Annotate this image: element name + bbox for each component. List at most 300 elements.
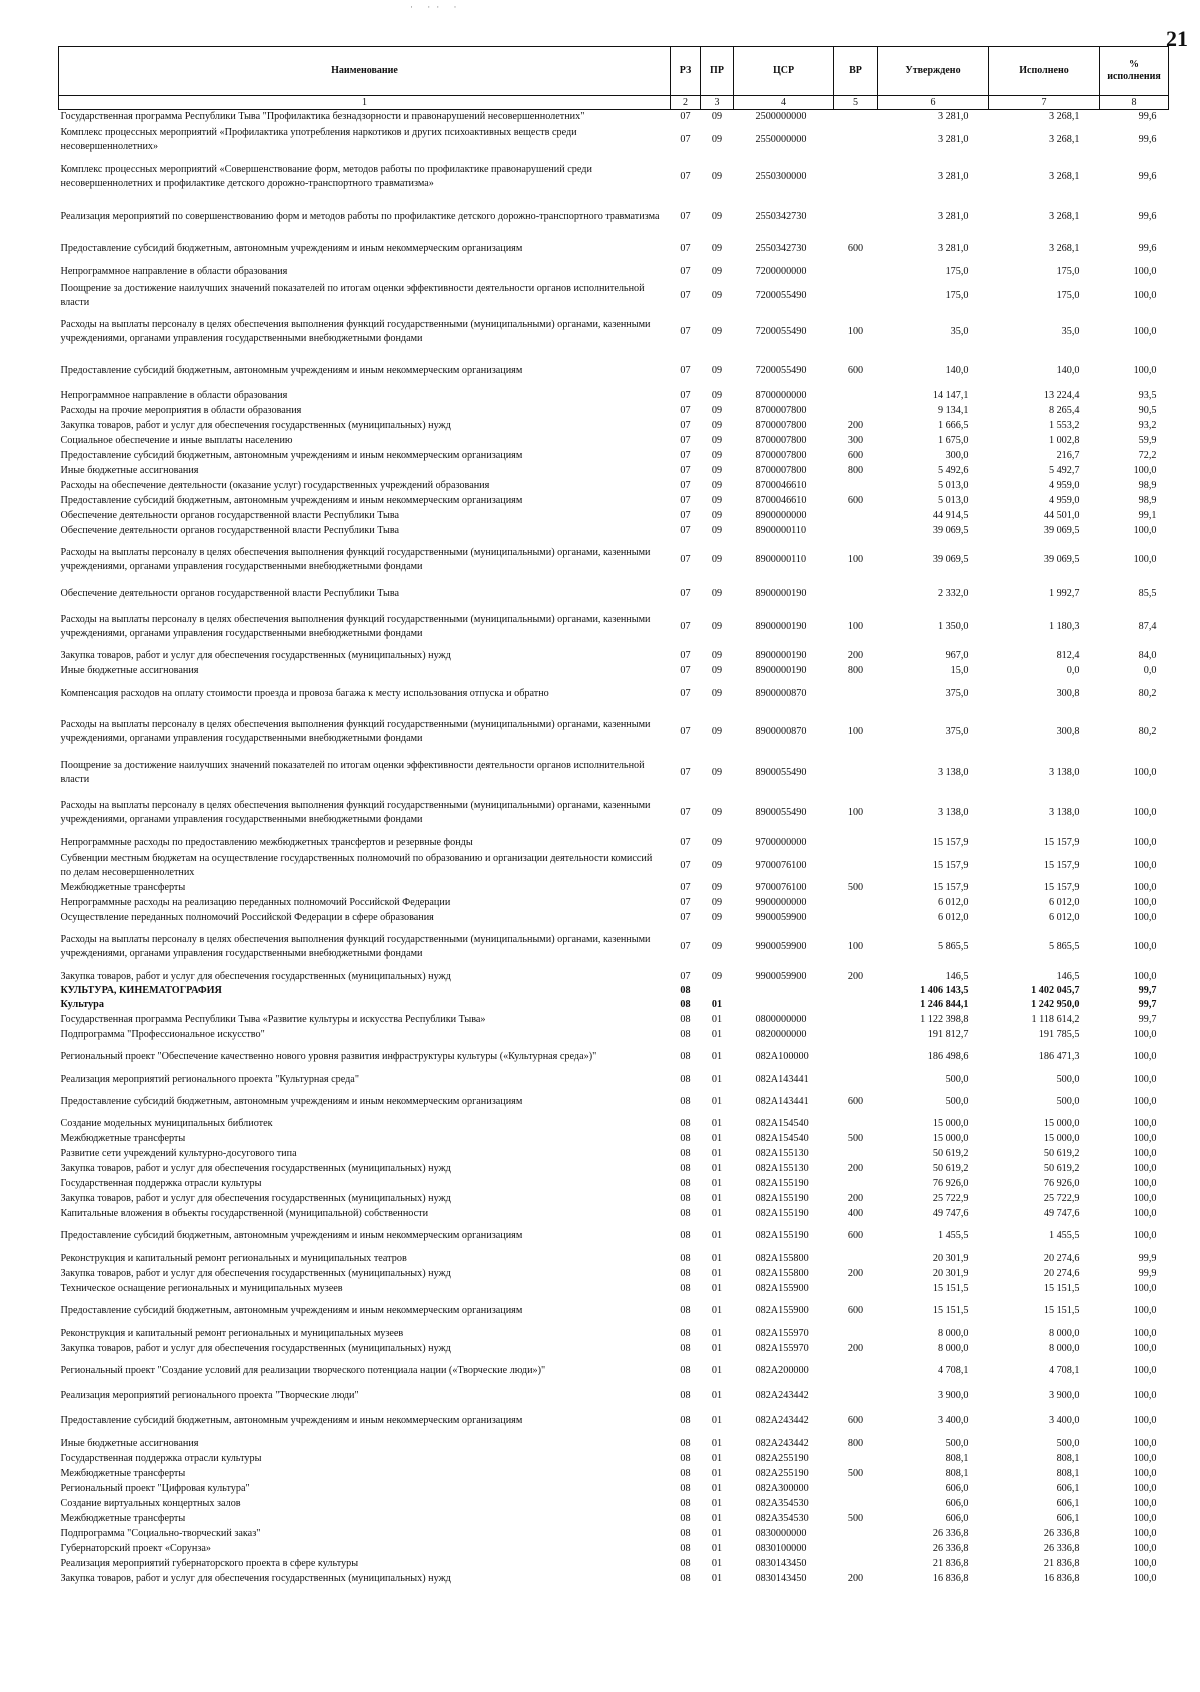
row-executed: 39 069,5	[1043, 554, 1080, 565]
row-rz: 07	[680, 479, 691, 491]
row-csr: 082A243442	[755, 1415, 809, 1426]
row-pr: 01	[711, 1467, 723, 1479]
scan-marks: · ·· ·	[410, 2, 463, 12]
row-executed: 20 274,6	[1043, 1267, 1080, 1279]
row-vr: 100	[847, 726, 864, 737]
row-rz: 07	[680, 365, 691, 376]
row-executed: 8 000,0	[1048, 1327, 1080, 1339]
row-approved: 16 836,8	[932, 1572, 969, 1584]
row-percent: 100,0	[1133, 1390, 1157, 1401]
table-row	[59, 463, 1169, 478]
row-vr: 800	[847, 664, 864, 676]
row-percent: 100,0	[1133, 326, 1157, 337]
row-percent: 100,0	[1133, 1162, 1157, 1174]
row-vr	[834, 1042, 878, 1072]
row-name: Губернаторский проект «Сорунза»	[60, 1542, 211, 1554]
table-row	[59, 1386, 1169, 1406]
row-executed: 606,1	[1056, 1512, 1080, 1524]
row-executed: 175,0	[1056, 266, 1080, 277]
row-pr: 09	[711, 649, 723, 661]
table-row	[59, 1571, 1169, 1586]
row-pr: 01	[711, 1074, 723, 1085]
row-approved: 5 013,0	[937, 494, 969, 506]
row-approved: 2 332,0	[937, 588, 969, 599]
row-pr: 01	[711, 1415, 723, 1426]
row-name: Реализация мероприятий по совершенствованию форм и методов работы по профилактике детского дорожно-транспортного травматизма	[60, 211, 660, 222]
row-percent: 100,0	[1133, 1437, 1157, 1449]
row-rz: 07	[680, 941, 691, 952]
row-csr: 0830143450	[755, 1572, 807, 1584]
row-csr: 082A155130	[755, 1162, 809, 1174]
row-percent: 99,1	[1138, 509, 1157, 521]
row-pr: 01	[711, 1497, 723, 1509]
row-percent: 100,0	[1133, 1557, 1157, 1569]
row-name: Государственная программа Республики Тыва "Профилактика безнадзорности и правонарушений несовершеннолетних"	[60, 111, 585, 122]
row-percent: 100,0	[1133, 1096, 1157, 1107]
row-name: Социальное обеспечение и иные выплаты населению	[60, 434, 293, 446]
header-pr: ПР	[701, 47, 734, 96]
column-number: 8	[1100, 96, 1169, 110]
row-rz: 08	[680, 1252, 691, 1264]
table-row	[59, 1466, 1169, 1481]
row-vr	[834, 1146, 878, 1161]
row-csr: 8900055490	[755, 767, 807, 778]
row-name: Межбюджетные трансферты	[60, 881, 186, 893]
row-executed: 1 242 950,0	[1031, 999, 1080, 1010]
row-approved: 5 013,0	[937, 479, 969, 491]
row-approved: 3 281,0	[937, 171, 969, 182]
column-number: 6	[878, 96, 989, 110]
row-name: Реализация мероприятий регионального проекта "Культурная среда"	[60, 1074, 359, 1085]
row-name: Расходы на выплаты персоналу в целях обеспечения выполнения функций государственными (муниципальными) органами, казенными учреждениями, органами управления государственными внебюджетными фондами	[60, 319, 651, 344]
row-percent: 100,0	[1133, 1542, 1157, 1554]
table-row	[59, 1072, 1169, 1088]
row-vr	[834, 282, 878, 310]
row-approved: 500,0	[945, 1074, 969, 1085]
row-rz: 08	[680, 1390, 691, 1401]
row-executed: 15 000,0	[1043, 1117, 1080, 1129]
row-csr: 8900000110	[755, 554, 807, 565]
row-csr: 082A155190	[755, 1177, 809, 1189]
row-name: Иные бюджетные ассигнования	[60, 464, 199, 476]
table-row	[59, 754, 1169, 792]
row-pr: 01	[711, 1267, 723, 1279]
table-row	[59, 1176, 1169, 1191]
row-rz: 07	[680, 588, 691, 599]
table-row	[59, 1296, 1169, 1326]
row-rz: 08	[680, 1282, 691, 1294]
row-vr	[834, 1451, 878, 1466]
row-name: Создание модельных муниципальных библиотек	[60, 1117, 273, 1129]
row-percent: 84,0	[1138, 649, 1157, 661]
row-csr: 8900000190	[755, 664, 807, 676]
table-row	[59, 110, 1169, 125]
row-pr: 01	[711, 1527, 723, 1539]
row-pr: 09	[711, 509, 723, 521]
table-row	[59, 198, 1169, 236]
row-pr: 01	[711, 1147, 723, 1159]
row-percent: 100,0	[1133, 1028, 1157, 1040]
row-name: Расходы на выплаты персоналу в целях обеспечения выполнения функций государственными (муниципальными) органами, казенными учреждениями, органами управления государственными внебюджетными фондами	[60, 719, 651, 744]
row-approved: 175,0	[945, 290, 969, 301]
row-csr: 0800000000	[755, 1013, 807, 1025]
row-rz: 08	[680, 1527, 691, 1539]
table-row	[59, 448, 1169, 463]
row-executed: 4 708,1	[1048, 1365, 1080, 1376]
row-pr: 01	[711, 1162, 723, 1174]
row-rz: 07	[680, 434, 691, 446]
table-row	[59, 1027, 1169, 1042]
table-row	[59, 538, 1169, 582]
row-pr: 09	[711, 664, 723, 676]
row-percent: 100,0	[1133, 1207, 1157, 1219]
row-rz: 08	[680, 1028, 691, 1040]
row-percent: 100,0	[1133, 911, 1157, 923]
row-percent: 100,0	[1133, 1415, 1157, 1426]
row-pr: 01	[711, 1192, 723, 1204]
row-rz: 07	[680, 211, 691, 222]
row-approved: 14 147,1	[932, 389, 969, 401]
row-executed: 15 157,9	[1043, 860, 1080, 871]
row-pr: 01	[711, 1096, 723, 1107]
row-percent: 100,0	[1133, 807, 1157, 818]
row-approved: 1 406 143,5	[920, 985, 969, 996]
row-csr: 7200055490	[755, 326, 807, 337]
row-rz: 08	[680, 1267, 691, 1279]
row-csr: 7200055490	[755, 290, 807, 301]
table-row	[59, 124, 1169, 156]
row-rz: 08	[680, 1013, 691, 1025]
row-csr: 082A100000	[755, 1051, 809, 1062]
row-csr: 9900059900	[755, 941, 807, 952]
row-approved: 1 350,0	[937, 621, 969, 632]
row-name: Закупка товаров, работ и услуг для обеспечения государственных (муниципальных) нужд	[60, 419, 451, 431]
row-vr: 600	[847, 1230, 864, 1241]
table-row	[59, 1088, 1169, 1116]
row-percent: 80,2	[1138, 688, 1157, 699]
row-executed: 20 274,6	[1043, 1252, 1080, 1264]
header-csr: ЦСР	[734, 47, 834, 96]
row-executed: 3 268,1	[1048, 211, 1080, 222]
row-executed: 3 268,1	[1048, 171, 1080, 182]
table-row	[59, 710, 1169, 754]
row-percent: 85,5	[1138, 588, 1157, 599]
column-number: 7	[989, 96, 1100, 110]
row-executed: 186 471,3	[1038, 1051, 1080, 1062]
row-name: КУЛЬТУРА, КИНЕМАТОГРАФИЯ	[60, 985, 222, 996]
row-csr: 082A154540	[755, 1132, 809, 1144]
row-vr	[834, 388, 878, 403]
table-row	[59, 156, 1169, 198]
row-pr: 09	[711, 970, 723, 982]
row-rz: 07	[680, 449, 691, 461]
table-row	[59, 1146, 1169, 1161]
row-name: Создание виртуальных концертных залов	[60, 1497, 241, 1509]
row-name: Обеспечение деятельности органов государственной власти Республики Тыва	[60, 524, 400, 536]
row-percent: 99,6	[1138, 171, 1157, 182]
row-name: Закупка товаров, работ и услуг для обеспечения государственных (муниципальных) нужд	[60, 1342, 451, 1354]
table-row	[59, 236, 1169, 262]
row-approved: 808,1	[945, 1467, 969, 1479]
row-vr	[834, 1072, 878, 1088]
row-rz: 07	[680, 837, 691, 848]
row-percent: 100,0	[1133, 524, 1157, 536]
row-percent: 100,0	[1133, 1282, 1157, 1294]
row-executed: 1 002,8	[1048, 434, 1080, 446]
row-percent: 99,9	[1138, 1252, 1157, 1264]
row-csr: 8700007800	[755, 449, 807, 461]
table-row	[59, 895, 1169, 910]
row-pr: 01	[711, 1542, 723, 1554]
row-percent: 100,0	[1133, 1192, 1157, 1204]
row-csr: 082A155190	[755, 1230, 809, 1241]
row-csr	[734, 998, 834, 1012]
row-rz: 07	[680, 807, 691, 818]
row-approved: 26 336,8	[932, 1527, 969, 1539]
table-row	[59, 834, 1169, 852]
table-row	[59, 1451, 1169, 1466]
row-approved: 3 281,0	[937, 243, 969, 254]
row-vr: 100	[847, 941, 864, 952]
row-rz: 08	[680, 1207, 691, 1219]
row-percent: 100,0	[1133, 941, 1157, 952]
row-vr	[834, 523, 878, 538]
row-percent: 0,0	[1143, 664, 1157, 676]
row-vr: 100	[847, 326, 864, 337]
row-percent: 100,0	[1133, 837, 1157, 848]
row-percent: 100,0	[1133, 1365, 1157, 1376]
row-rz: 07	[680, 524, 691, 536]
table-row	[59, 262, 1169, 282]
row-vr	[834, 1281, 878, 1296]
row-rz: 07	[680, 664, 691, 676]
row-rz: 08	[680, 1467, 691, 1479]
row-executed: 1 553,2	[1048, 419, 1080, 431]
row-approved: 5 865,5	[937, 941, 969, 952]
row-csr: 082A143441	[755, 1074, 809, 1085]
row-vr: 200	[847, 1192, 864, 1204]
row-rz: 08	[680, 985, 691, 996]
table-row	[59, 1191, 1169, 1206]
row-rz: 08	[680, 1497, 691, 1509]
row-executed: 1 118 614,2	[1031, 1013, 1080, 1025]
row-percent: 100,0	[1133, 1327, 1157, 1339]
row-rz: 08	[680, 1117, 691, 1129]
row-vr	[834, 754, 878, 792]
row-vr: 600	[847, 1096, 864, 1107]
row-csr: 2550000000	[755, 134, 807, 145]
table-row	[59, 1496, 1169, 1511]
row-executed: 8 000,0	[1048, 1342, 1080, 1354]
row-approved: 3 900,0	[937, 1390, 969, 1401]
row-name: Межбюджетные трансферты	[60, 1132, 186, 1144]
row-name: Государственная программа Республики Тыва «Развитие культуры и искусства Республики Тыва»	[60, 1013, 486, 1025]
row-vr	[834, 1541, 878, 1556]
row-csr: 082A155130	[755, 1147, 809, 1159]
row-vr: 600	[847, 449, 864, 461]
row-approved: 606,0	[945, 1497, 969, 1509]
column-number: 1	[59, 96, 671, 110]
row-executed: 300,8	[1056, 688, 1080, 699]
row-percent: 100,0	[1133, 1230, 1157, 1241]
row-name: Предоставление субсидий бюджетным, автономным учреждениям и иным некоммерческим организациям	[60, 1230, 523, 1241]
row-percent: 87,4	[1138, 621, 1157, 632]
row-name: Государственная поддержка отрасли культуры	[60, 1452, 262, 1464]
row-name: Закупка товаров, работ и услуг для обеспечения государственных (муниципальных) нужд	[60, 1192, 451, 1204]
row-vr: 200	[847, 1342, 864, 1354]
row-name: Региональный проект "Цифровая культура"	[60, 1482, 250, 1494]
row-vr: 600	[847, 494, 864, 506]
row-csr: 082A255190	[755, 1452, 809, 1464]
row-approved: 146,5	[945, 970, 969, 982]
row-name: Иные бюджетные ассигнования	[60, 664, 199, 676]
row-name: Предоставление субсидий бюджетным, автономным учреждениям и иным некоммерческим организациям	[60, 449, 523, 461]
row-csr: 082A155190	[755, 1207, 809, 1219]
row-pr: 01	[711, 1572, 723, 1584]
row-executed: 4 959,0	[1048, 479, 1080, 491]
row-approved: 26 336,8	[932, 1542, 969, 1554]
row-rz: 08	[680, 1342, 691, 1354]
row-pr: 09	[711, 434, 723, 446]
header-vr: ВР	[834, 47, 878, 96]
row-name: Закупка товаров, работ и услуг для обеспечения государственных (муниципальных) нужд	[60, 1162, 451, 1174]
row-name: Расходы на выплаты персоналу в целях обеспечения выполнения функций государственными (муниципальными) органами, казенными учреждениями, органами управления государственными внебюджетными фондами	[60, 614, 651, 639]
row-csr: 082A155900	[755, 1282, 809, 1294]
row-vr	[834, 910, 878, 925]
row-pr: 01	[711, 1230, 723, 1241]
row-approved: 8 000,0	[937, 1327, 969, 1339]
table-row	[59, 478, 1169, 493]
row-rz: 07	[680, 896, 691, 908]
row-pr: 01	[711, 1132, 723, 1144]
row-rz: 08	[680, 1132, 691, 1144]
row-csr: 8900000190	[755, 588, 807, 599]
table-row	[59, 1206, 1169, 1221]
row-vr	[834, 1116, 878, 1131]
row-approved: 375,0	[945, 726, 969, 737]
row-percent: 99,7	[1138, 999, 1157, 1010]
row-executed: 21 836,8	[1043, 1557, 1080, 1569]
row-rz: 08	[680, 1051, 691, 1062]
row-csr: 8900000000	[755, 509, 807, 521]
row-pr: 09	[711, 726, 723, 737]
row-csr: 0830000000	[755, 1527, 807, 1539]
row-csr: 8900000110	[755, 524, 807, 536]
row-name: Закупка товаров, работ и услуг для обеспечения государственных (муниципальных) нужд	[60, 649, 451, 661]
row-csr: 9700000000	[755, 837, 807, 848]
row-name: Поощрение за достижение наилучших значений показателей по итогам оценки эффективности деятельности органов исполнительной власти	[60, 760, 645, 785]
row-approved: 1 122 398,8	[920, 1013, 969, 1025]
row-percent: 99,7	[1138, 1013, 1157, 1025]
row-name: Непрограммные расходы на реализацию переданных полномочий Российской Федерации	[60, 896, 451, 908]
row-csr: 082A155190	[755, 1192, 809, 1204]
row-vr: 300	[847, 434, 864, 446]
row-percent: 100,0	[1133, 881, 1157, 893]
row-csr: 082A354530	[755, 1512, 809, 1524]
row-pr: 09	[711, 464, 723, 476]
row-pr: 09	[711, 419, 723, 431]
row-percent: 99,6	[1138, 111, 1157, 122]
row-pr: 09	[711, 479, 723, 491]
row-percent: 100,0	[1133, 1497, 1157, 1509]
table-row	[59, 1356, 1169, 1386]
row-executed: 812,4	[1056, 649, 1080, 661]
row-percent: 98,9	[1138, 494, 1157, 506]
row-approved: 50 619,2	[932, 1147, 969, 1159]
row-approved: 606,0	[945, 1512, 969, 1524]
row-approved: 6 012,0	[937, 911, 969, 923]
row-vr	[834, 478, 878, 493]
row-pr: 01	[711, 1482, 723, 1494]
row-executed: 500,0	[1056, 1437, 1080, 1449]
row-executed: 5 492,7	[1048, 464, 1080, 476]
row-pr: 09	[711, 494, 723, 506]
row-name: Подпрограмма "Профессиональное искусство"	[60, 1028, 265, 1040]
row-name: Непрограммное направление в области образования	[60, 266, 288, 277]
row-csr: 8900000190	[755, 649, 807, 661]
table-row	[59, 925, 1169, 969]
row-executed: 500,0	[1056, 1074, 1080, 1085]
row-vr: 500	[847, 1467, 864, 1479]
row-pr: 01	[711, 1512, 723, 1524]
row-csr: 0830143450	[755, 1557, 807, 1569]
row-csr: 082A155800	[755, 1267, 809, 1279]
row-rz: 08	[680, 1230, 691, 1241]
row-percent: 100,0	[1133, 1512, 1157, 1524]
table-row	[59, 852, 1169, 880]
row-name: Предоставление субсидий бюджетным, автономным учреждениям и иным некоммерческим организациям	[60, 1096, 523, 1107]
row-percent: 72,2	[1138, 449, 1157, 461]
table-row	[59, 1012, 1169, 1027]
row-approved: 5 492,6	[937, 464, 969, 476]
row-executed: 808,1	[1056, 1452, 1080, 1464]
row-pr: 09	[711, 389, 723, 401]
row-approved: 8 000,0	[937, 1342, 969, 1354]
row-approved: 44 914,5	[932, 509, 969, 521]
table-row	[59, 1161, 1169, 1176]
row-approved: 140,0	[945, 365, 969, 376]
row-name: Предоставление субсидий бюджетным, автономным учреждениям и иным некоммерческим организациям	[60, 1415, 523, 1426]
row-name: Межбюджетные трансферты	[60, 1467, 186, 1479]
row-executed: 15 157,9	[1043, 881, 1080, 893]
row-pr: 09	[711, 941, 723, 952]
row-percent: 59,9	[1138, 434, 1157, 446]
row-csr: 8700046610	[755, 494, 807, 506]
row-percent: 100,0	[1133, 1051, 1157, 1062]
table-row	[59, 1556, 1169, 1571]
row-percent: 100,0	[1133, 1342, 1157, 1354]
row-pr: 09	[711, 404, 723, 416]
row-executed: 3 900,0	[1048, 1390, 1080, 1401]
row-approved: 15 151,5	[932, 1305, 969, 1316]
row-vr: 200	[847, 649, 864, 661]
row-approved: 9 134,1	[937, 404, 969, 416]
row-name: Предоставление субсидий бюджетным, автономным учреждениям и иным некоммерческим организациям	[60, 494, 523, 506]
row-csr: 082A255190	[755, 1467, 809, 1479]
row-vr: 600	[847, 365, 864, 376]
row-csr: 2550300000	[755, 171, 807, 182]
table-row	[59, 1131, 1169, 1146]
table-row	[59, 998, 1169, 1012]
row-pr: 01	[711, 1013, 723, 1025]
row-csr: 082A200000	[755, 1365, 809, 1376]
table-header	[59, 47, 1169, 110]
row-vr: 100	[847, 554, 864, 565]
row-percent: 100,0	[1133, 464, 1157, 476]
row-percent: 98,9	[1138, 479, 1157, 491]
row-vr	[834, 678, 878, 710]
row-name: Предоставление субсидий бюджетным, автономным учреждениям и иным некоммерческим организациям	[60, 365, 523, 376]
